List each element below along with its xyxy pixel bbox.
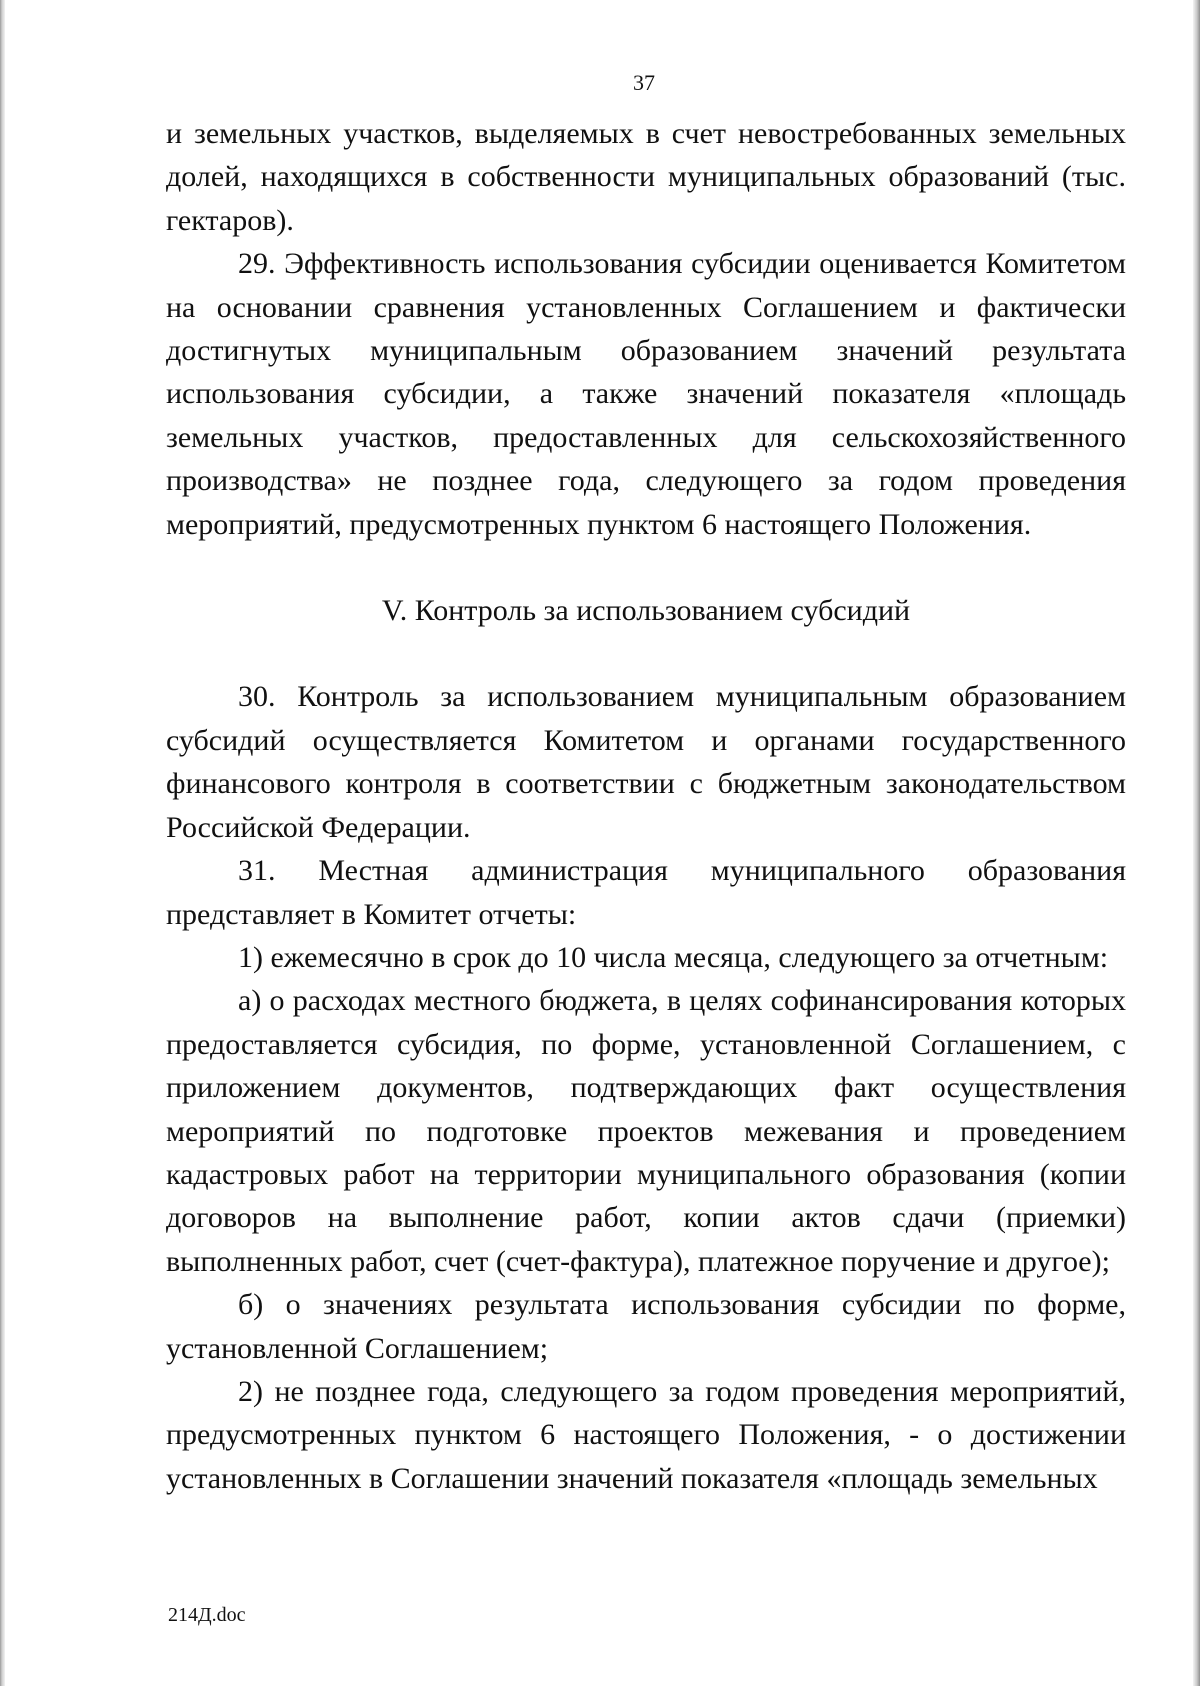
paragraphs-top (166, 112, 1126, 546)
paragraphs-bottom (166, 675, 1126, 1500)
scan-edge-right (1193, 0, 1200, 1686)
paragraph: 2) не позднее года, следующего за годом проведения мероприятий, предусмотренных пунктом 6 настоящего Положения, - о достижении установленных в Соглашении значений показателя «площадь земельных (166, 1374, 1126, 1495)
paragraph: 29. Эффективность использования субсидии оценивается Комитетом на основании сравнения установленных Соглашением и фактически достигнутых муниципальным образованием значений результата использования субсидии, а также значений показателя «площадь земельных участков, предоставленных для сельскохозяйственного производства» не позднее года, следующего за годом проведения мероприятий, предусмотренных пунктом 6 настоящего Положения. (166, 247, 1126, 541)
paragraph: 30. Контроль за использованием муниципальным образованием субсидий осуществляется Комитетом и органами государственного финансового контроля в соответствии с бюджетным законодательством Российской Федерации. (166, 680, 1126, 844)
page-number: 37 (633, 70, 655, 95)
section-heading: V. Контроль за использованием субсидий (381, 594, 911, 628)
paragraph: и земельных участков, выделяемых в счет невостребованных земельных долей, находящихся в собственности муниципальных образований (тыс. гектаров). (166, 117, 1126, 237)
paragraph: а) о расходах местного бюджета, в целях софинансирования которых предоставляется субсидия, по форме, установленной Соглашением, с приложением документов, подтверждающих факт осуществления мероприятий по подготовке проектов межевания и проведением кадастровых работ на территории муниципального образования (копии договоров на выполнение работ, копии актов сдачи (приемки) выполненных работ, счет (счет-фактура), платежное поручение и другое); (166, 984, 1126, 1278)
scan-edge-left (0, 0, 5, 1686)
document-body (166, 112, 1126, 1500)
paragraph: 31. Местная администрация муниципального образования представляет в Комитет отчеты: (166, 854, 1126, 931)
paragraph: б) о значениях результата использования субсидии по форме, установленной Соглашением; (166, 1288, 1126, 1365)
paragraph: 1) ежемесячно в срок до 10 числа месяца, следующего за отчетным: (238, 940, 1109, 974)
footer-filename: 214Д.doc (168, 1604, 246, 1626)
